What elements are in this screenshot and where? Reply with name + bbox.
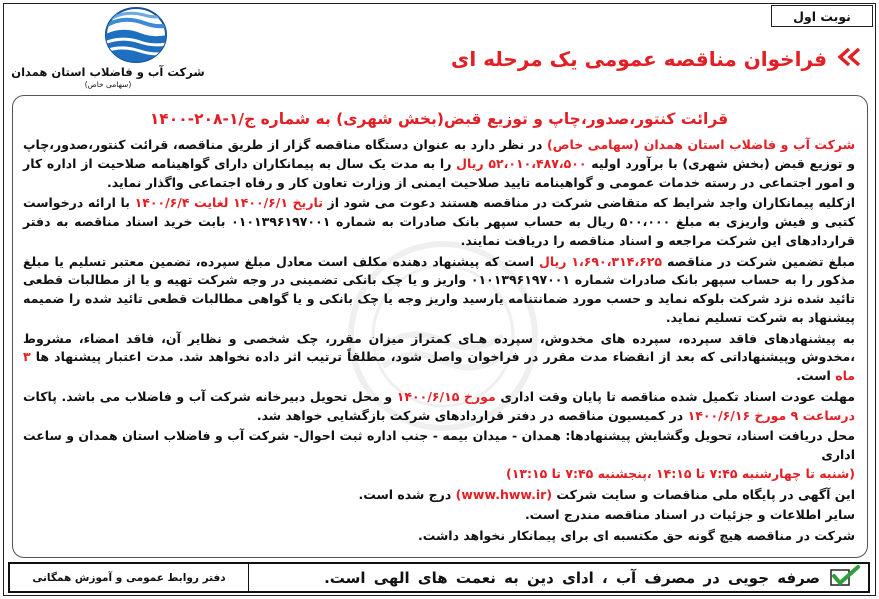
paragraph-location	[23, 427, 855, 483]
paragraph-deadlines	[23, 388, 855, 426]
notice-title: فراخوان مناقصه عمومی یک مرحله ای	[450, 47, 827, 71]
publication-round-label: نوبت اول	[793, 8, 851, 24]
paragraph-text: و محل تحویل دبیرخانه شرکت آب و فاضلاب می باشد. پاکات	[23, 388, 397, 404]
submission-deadline: مورخ ۱۴۰۰/۶/۱۵	[396, 388, 496, 404]
company-website: (www.hww.ir)	[455, 486, 553, 502]
paragraph-text: با ارائه درخواست کتبی و فیش واریزی به مبلغ ۵۰۰،۰۰۰ ریال به حساب سپهر بانک صادرات به شماره ۰۱۰۱۳۹۶۱۹۷۰۰۱ بابت خرید اسناد مناقصه به دفتر قراردادهای این شرکت مراجعه و اسناد مناقصه را دریافت نمایند.	[23, 195, 855, 248]
tender-heading: قرائت کنتور،صدور،چاپ و توزیع قبض(بخش شهری) به شماره ج/۱-۲۰۸-۱۴۰۰	[149, 110, 729, 128]
paragraph-guarantee	[23, 253, 855, 328]
paragraph-text: در کمیسیون مناقصه در دفتر قراردادهای شرکت بازگشایی خواهد شد.	[256, 407, 688, 423]
paragraph-text: این آگهی در پایگاه ملی مناقصات و سایت شرکت	[552, 486, 855, 502]
estimated-cost: ۵۲،۰۱۰،۴۸۷،۵۰۰ ریال	[456, 155, 587, 171]
public-relations-department: دفتر روابط عمومی و آموزش همگانی	[32, 571, 226, 584]
paragraph-text: را به مدت یک سال به پیمانکاران دارای گواهینامه صلاحیت از اداره کار و امور اجتماعی در رسته خدمات عمومی و گواهینامه تایید صلاحیت ایمنی از وزارت تعاون کار و رفاه اجتماعی واگذار نماید.	[23, 155, 855, 190]
paragraph-rejection	[23, 330, 855, 386]
paragraph-text: است.	[796, 368, 836, 383]
paragraph-text: درج شده است.	[358, 486, 456, 502]
office-hours: (شنبه تا چهارشنبه ۷:۴۵ تا ۱۴:۱۵ ،پنجشنبه ۷:۴۵ تا ۱۳:۱۵)	[506, 465, 855, 481]
company-type: (سهامی خاص)	[84, 80, 132, 89]
company-name-highlight: شرکت آب و فاضلاب استان همدان (سهامی خاص)	[547, 137, 855, 152]
paragraph-text: مبلغ تضمین شرکت در مناقصه	[661, 253, 855, 269]
paragraph-text: ازکلیه پیمانکاران واجد شرایط که متقاضی شرکت در مناقصه هستند دعوت می شود از	[322, 195, 855, 211]
water-wave-logo	[80, 6, 192, 68]
paragraph-publication	[23, 486, 855, 505]
notice-title-row	[451, 46, 863, 72]
paragraph-text: است که پیشنهاد دهنده مکلف است معادل مبلغ سپرده، تضمین معتبر تسلیم یا مبلغ مذکور را به حساب سپهر بانک صادرات شماره ۰۱۰۱۳۹۶۱۹۷۰۰۱ واریز و یا چک بانکی تضمینی در وجه شرکت تهیه و یا از مطالبات قطعی تائید شده نزد شرکت بلوکه نماید و حسب مورد ضمانتنامه یارسید واریز وجه یا چک بانکی و یا گواهی مطالبات قطعی تائید شده را ضمیمه پیشنهاد به شرکت تسلیم نماید.	[23, 253, 855, 325]
double-chevron-left-icon	[835, 46, 863, 72]
tender-box	[12, 95, 868, 558]
guarantee-amount: ۱،۶۹۰،۳۱۴،۶۲۵ ریال	[538, 253, 662, 269]
paragraph-documents-purchase	[23, 194, 855, 250]
paragraph-other-info: سایر اطلاعات و جزئیات در اسناد مناقصه مندرج است.	[524, 507, 855, 523]
publication-round-badge	[771, 5, 873, 27]
slogan-text: صرفه جویی در مصرف آب ، ادای دین به نعمت های الهی است.	[324, 568, 820, 587]
paragraph-text: در نظر دارد به عنوان دستگاه مناقصه گزار از طریق مناقصه، قرائت کنتور،صدور،چاپ و توزیع قبض (بخش شهری) با برآورد اولیه	[23, 137, 855, 171]
sale-period: تاریخ ۱۴۰۰/۶/۱ لغایت ۱۴۰۰/۶/۴	[134, 195, 323, 211]
paragraph-text: مهلت عودت اسناد تکمیل شده مناقصه تا پایان وقت اداری	[495, 388, 855, 404]
paragraph-no-vested-rights: شرکت در مناقصه هیچ گونه حق مکتسبه ای برای پیمانکار نخواهد داشت.	[418, 528, 855, 543]
paragraph-text: محل دریافت اسناد، تحویل وگشایش پیشنهادها: همدان - میدان بیمه - جنب اداره ثبت احوال- شرکت آب و فاضلاب استان همدان و ساعت اداری	[23, 428, 855, 462]
footer-strip	[8, 562, 870, 593]
paragraph-text: به پیشنهادهای فاقد سپرده، سپرده های مخدوش، سپرده هـای کمتراز میزان مقرر، چک شخصی و نظایر آن، فاقد امضاء، مشروط ،مخدوش وپیشنهاداتی که بعد از انقضاء مدت مقرر در فراخوان واصل شود، مطلقاً ترتیب اثر داده نخواهد شد. مدت اعتبار پیشنهاد ها	[23, 330, 855, 365]
offer-validity: ۳ ماه	[23, 349, 855, 383]
paragraph-description	[23, 136, 855, 192]
company-name: شرکت آب و فاضلاب استان همدان	[11, 65, 205, 79]
slogan-cell	[248, 564, 868, 591]
check-mark-icon	[828, 564, 862, 591]
opening-time: درساعت ۹ مورخ ۱۴۰۰/۶/۱۶	[687, 407, 855, 423]
company-identity	[6, 64, 210, 90]
